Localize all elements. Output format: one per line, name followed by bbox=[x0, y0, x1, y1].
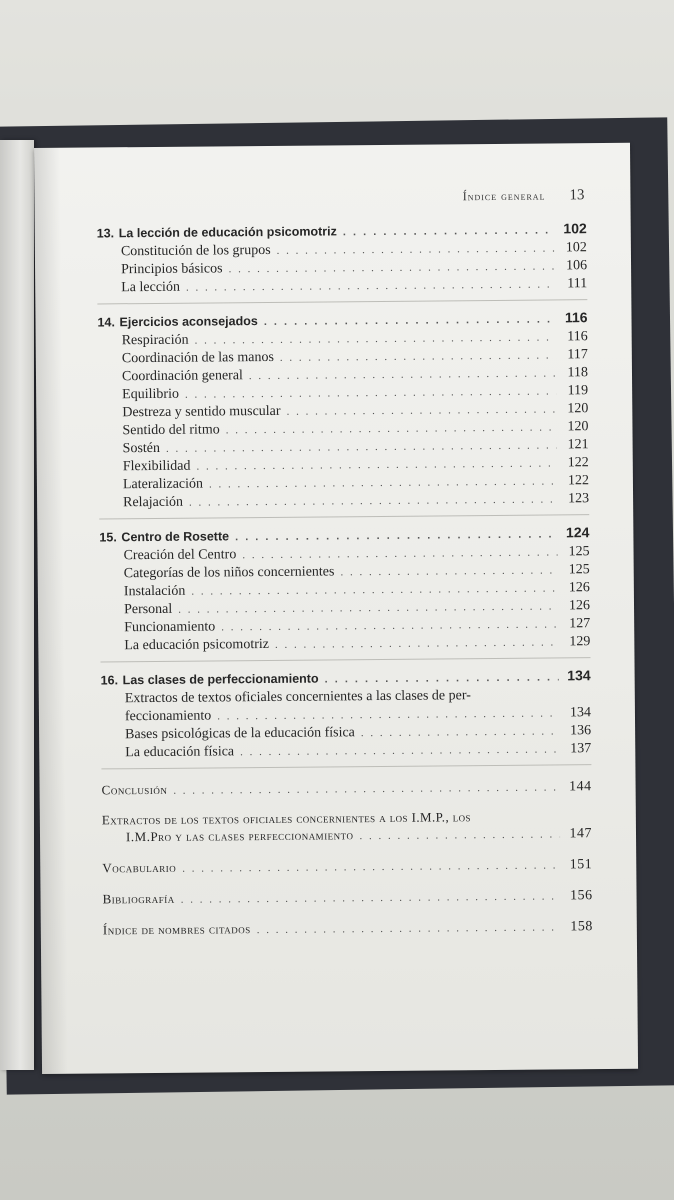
book-page bbox=[34, 143, 638, 1074]
entry-label: Flexibilidad bbox=[122, 458, 191, 475]
dot-leader bbox=[343, 221, 555, 241]
page-ref: 116 bbox=[567, 329, 588, 345]
page-ref: 120 bbox=[567, 401, 589, 417]
page-ref: 121 bbox=[567, 437, 589, 453]
chapter-title: Las clases de perfeccionamiento bbox=[122, 671, 319, 688]
table-of-contents bbox=[97, 213, 593, 952]
entry-label: Constitución de los grupos bbox=[120, 242, 271, 260]
entry-label-line2: I.M.Pro y las clases perfeccionamiento bbox=[125, 827, 354, 845]
page-ref: 116 bbox=[564, 309, 588, 326]
dot-leader bbox=[277, 239, 555, 259]
toc-entry-wrapped[interactable] bbox=[101, 686, 591, 726]
entry-label: Relajación bbox=[123, 494, 184, 511]
entry-label: Vocabulario bbox=[102, 859, 177, 876]
page-ref: 102 bbox=[565, 240, 587, 256]
entry-label: Instalación bbox=[123, 583, 186, 600]
page-ref: 134 bbox=[567, 667, 591, 684]
entry-label: Conclusión bbox=[101, 781, 168, 798]
page-ref: 129 bbox=[569, 634, 591, 650]
toc-entry-conclusion[interactable] bbox=[102, 777, 592, 800]
toc-entry-vocabulary[interactable] bbox=[102, 855, 592, 878]
dot-leader bbox=[257, 918, 561, 939]
page-ref: 137 bbox=[570, 741, 592, 757]
chapter-16 bbox=[101, 666, 592, 762]
entry-label-line1: Extractos de los textos oficiales concernientes a los I.M.P., los bbox=[101, 809, 471, 828]
page-ref: 136 bbox=[570, 723, 592, 739]
divider bbox=[101, 764, 591, 769]
chapter-14 bbox=[97, 308, 589, 512]
chapter-number: 14. bbox=[97, 315, 115, 330]
entry-label: Coordinación de las manos bbox=[121, 349, 274, 367]
chapter-heading[interactable] bbox=[101, 666, 591, 690]
running-head-title: Índice general bbox=[462, 188, 546, 204]
entry-label: Personal bbox=[123, 601, 173, 618]
entry-label: Categorías de los niños concernientes bbox=[123, 564, 335, 582]
entry-label: Índice de nombres citados bbox=[102, 921, 251, 938]
entry-label: Equilibrio bbox=[122, 386, 180, 403]
page-ref: 156 bbox=[569, 888, 593, 904]
dot-leader bbox=[189, 490, 557, 511]
chapter-number: 15. bbox=[99, 530, 117, 545]
dot-leader bbox=[359, 825, 560, 845]
entry-label: Destreza y sentido muscular bbox=[122, 403, 281, 421]
page-ref: 158 bbox=[570, 919, 593, 935]
page-ref: 111 bbox=[567, 276, 588, 292]
page-ref: 125 bbox=[568, 562, 590, 578]
entry-label: Coordinación general bbox=[121, 368, 243, 385]
dot-leader bbox=[324, 668, 558, 688]
entry-label: Bibliografía bbox=[102, 890, 175, 907]
page-ref: 151 bbox=[569, 857, 593, 873]
entry-label: Lateralización bbox=[122, 476, 204, 493]
page-number: 13 bbox=[569, 187, 585, 204]
chapter-number: 16. bbox=[100, 673, 119, 688]
chapter-title: La lección de educación psicomotriz bbox=[118, 224, 337, 241]
entry-label: Bases psicológicas de la educación física bbox=[125, 725, 355, 743]
dot-leader bbox=[361, 722, 559, 742]
page-ref: 106 bbox=[565, 258, 588, 274]
dot-leader bbox=[182, 856, 560, 877]
entry-label: La educación física bbox=[125, 744, 235, 761]
entry-label: Funcionamiento bbox=[124, 619, 216, 636]
dot-leader bbox=[275, 633, 559, 653]
divider bbox=[100, 657, 590, 662]
toc-entry-bibliography[interactable] bbox=[102, 886, 592, 909]
page-ref: 127 bbox=[569, 616, 591, 632]
left-page-edge bbox=[0, 140, 34, 1070]
page-ref: 144 bbox=[569, 779, 592, 795]
dot-leader bbox=[280, 346, 556, 366]
entry-label: Creación del Centro bbox=[123, 547, 237, 564]
toc-entry[interactable] bbox=[101, 740, 591, 762]
dot-leader bbox=[186, 275, 555, 296]
toc-entry[interactable] bbox=[97, 275, 587, 297]
page-ref: 123 bbox=[568, 491, 590, 507]
toc-entry-name-index[interactable] bbox=[103, 917, 593, 940]
page-ref: 122 bbox=[567, 473, 589, 489]
page-ref: 125 bbox=[568, 544, 590, 560]
entry-label: La educación psicomotriz bbox=[124, 636, 270, 654]
page-ref: 147 bbox=[569, 826, 593, 842]
page-ref: 118 bbox=[567, 365, 589, 381]
entry-label: La lección bbox=[121, 279, 180, 296]
page-ref: 117 bbox=[567, 347, 588, 363]
entry-label: Respiración bbox=[121, 332, 189, 349]
chapter-15 bbox=[99, 523, 590, 655]
page-ref: 119 bbox=[567, 383, 589, 399]
entry-label-line1: Extractos de textos oficiales concernientes a las clases de per- bbox=[124, 688, 471, 707]
dot-leader bbox=[173, 778, 559, 799]
page-ref: 124 bbox=[565, 524, 590, 541]
page-ref: 126 bbox=[568, 580, 590, 596]
page-ref: 120 bbox=[567, 419, 589, 435]
entry-label: Sentido del ritmo bbox=[122, 422, 220, 439]
dot-leader bbox=[240, 740, 559, 761]
divider bbox=[97, 299, 587, 304]
dot-leader bbox=[286, 400, 556, 420]
page-ref: 122 bbox=[567, 455, 589, 471]
toc-entry[interactable] bbox=[99, 490, 589, 512]
chapter-number: 13. bbox=[96, 226, 115, 241]
page-ref: 102 bbox=[563, 220, 587, 237]
dot-leader bbox=[340, 561, 557, 581]
toc-entry[interactable] bbox=[100, 633, 590, 655]
dot-leader bbox=[181, 887, 561, 908]
entry-label: Principios básicos bbox=[121, 261, 223, 278]
divider bbox=[99, 514, 589, 519]
running-head bbox=[463, 187, 585, 205]
back-matter bbox=[102, 777, 593, 940]
toc-entry-extracts[interactable] bbox=[102, 808, 592, 847]
chapter-13 bbox=[97, 219, 588, 297]
page-ref: 134 bbox=[569, 705, 592, 721]
entry-label-line2: feccionamiento bbox=[124, 708, 212, 725]
chapter-title: Ejercicios aconsejados bbox=[119, 314, 258, 330]
page-ref: 126 bbox=[568, 598, 591, 614]
chapter-title: Centro de Rosette bbox=[121, 529, 230, 545]
entry-label: Sostén bbox=[122, 440, 161, 457]
